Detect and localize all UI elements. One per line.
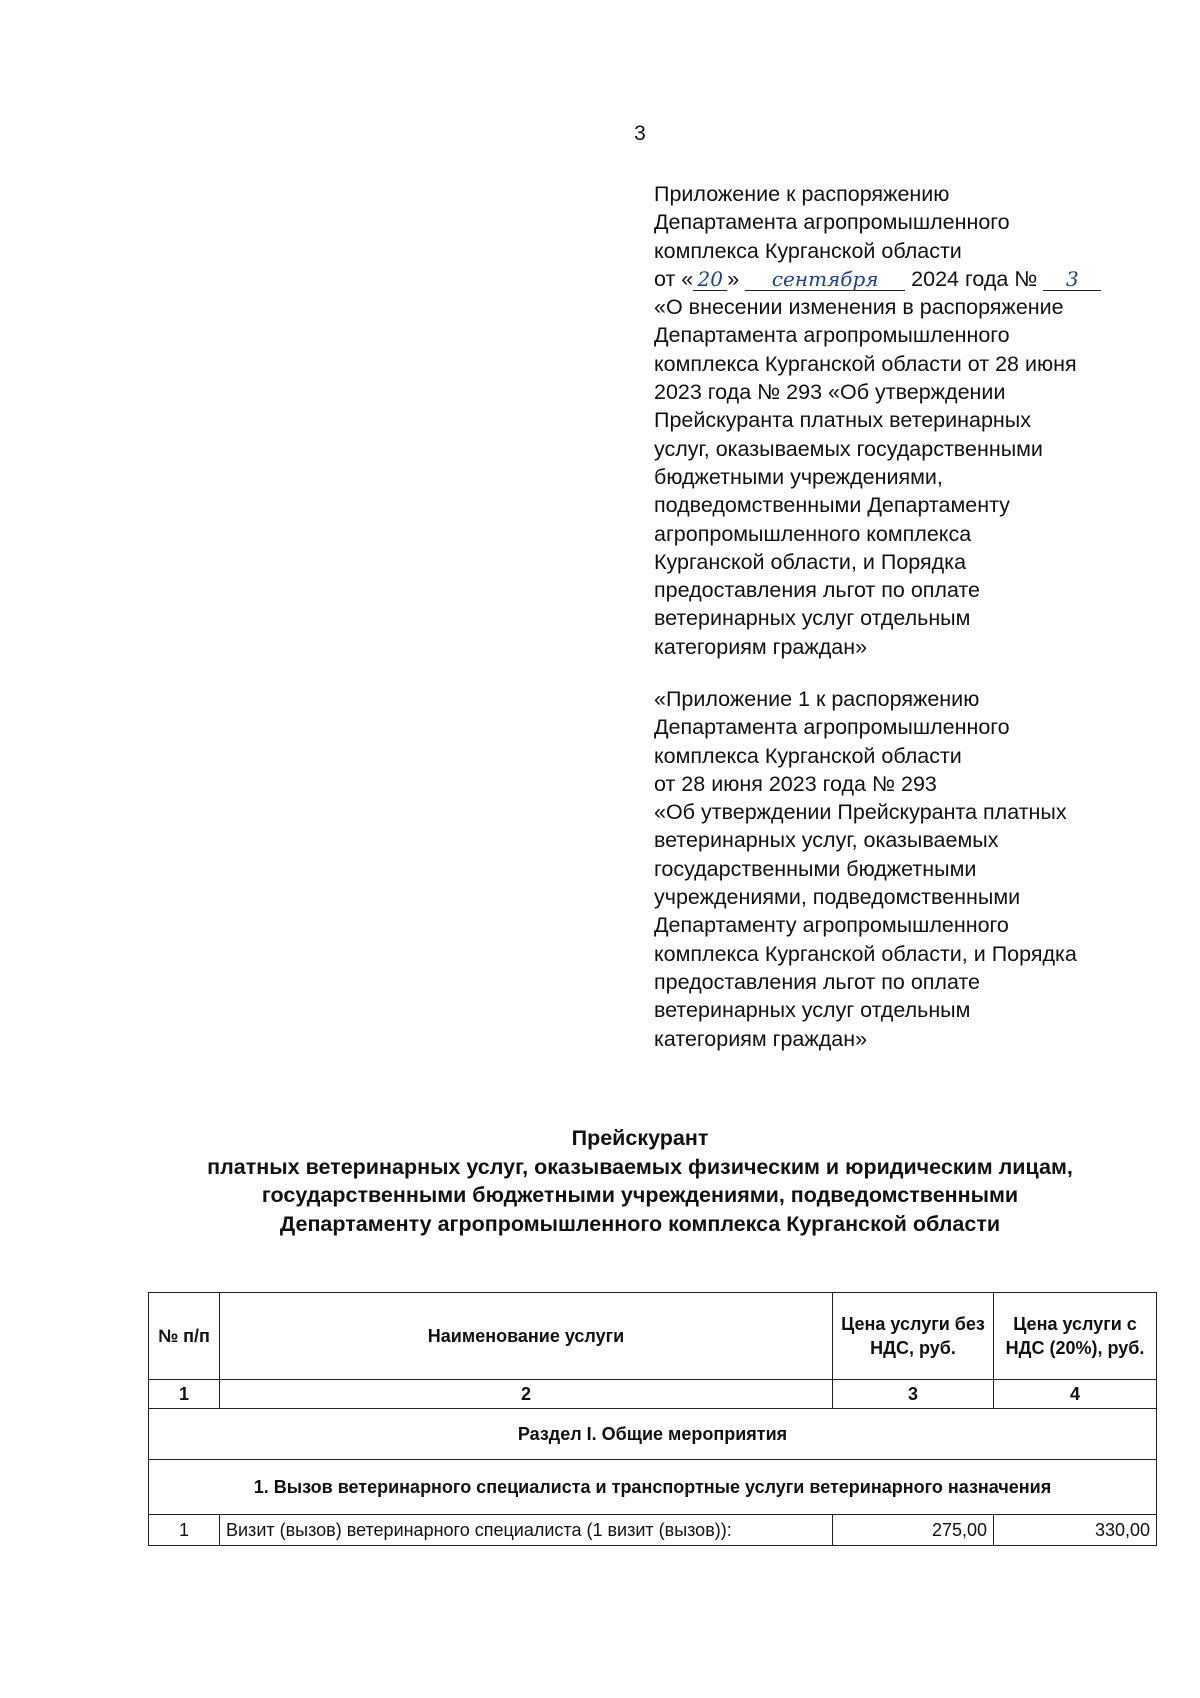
price-table [148,1292,1157,1546]
appendix-line: предоставления льгот по оплате [654,578,981,603]
section-title: Раздел I. Общие мероприятия [149,1409,1157,1460]
row-price-vat: 330,00 [994,1515,1157,1546]
appendix-line: ветеринарных услуг отдельным [654,606,971,631]
appendix-line: комплекса Курганской области, и Порядка [654,941,1077,966]
appendix-line: предоставления льгот по оплате [654,969,981,994]
column-number-row [149,1380,1157,1409]
title-line: платных ветеринарных услуг, оказываемых физическим и юридическим лицам, [207,1154,1073,1179]
appendix-line: государственными бюджетными [654,856,977,881]
appendix-line: Приложение к распоряжению [654,182,950,206]
title-line: Департаменту агропромышленного комплекса Курганской области [279,1211,1001,1236]
header-num: № п/п [149,1293,220,1380]
title-line: Прейскурант [571,1126,709,1150]
appendix-line: комплекса Курганской области [654,238,962,263]
subsection-row [149,1460,1157,1515]
date-mid: » [727,266,746,291]
column-number: 3 [833,1380,994,1409]
title-line: государственными бюджетными учреждениями, подведомственными [261,1183,1019,1207]
appendix-line: Курганской области, и Порядка [654,549,967,574]
column-number: 2 [220,1380,833,1409]
table-row [149,1515,1157,1546]
handwritten-day: 20 [693,268,727,291]
column-number: 1 [149,1380,220,1409]
appendix-line: бюджетными учреждениями, [654,464,943,489]
appendix-line: категориям граждан» [654,1026,868,1051]
appendix-line: от 28 июня 2023 года № 293 [654,771,937,796]
appendix-line: агропромышленного комплекса [654,521,972,546]
table-header-row [149,1293,1157,1380]
appendix-line: комплекса Курганской области [654,743,962,768]
appendix-line: Департамента агропромышленного [654,210,1010,235]
date-prefix: от « [654,266,694,291]
row-num: 1 [149,1515,220,1546]
appendix-date-line [654,265,1154,293]
appendix-line: «Приложение 1 к распоряжению [654,687,980,711]
appendix-line: Департамента агропромышленного [654,323,1010,348]
handwritten-number: 3 [1043,268,1101,291]
header-name: Наименование услуги [220,1293,833,1380]
appendix-line: категориям граждан» [654,634,868,659]
appendix-line: 2023 года № 293 «Об утверждении [654,380,1006,405]
row-price-no-vat: 275,00 [833,1515,994,1546]
appendix-block-original [654,685,1154,1053]
document-title [140,1124,1140,1238]
section-row [149,1409,1157,1460]
appendix-line: комплекса Курганской области от 28 июня [654,351,1077,376]
header-price-no-vat: Цена услуги без НДС, руб. [833,1293,994,1380]
appendix-line: Прейскуранта платных ветеринарных [654,408,1031,433]
appendix-line: ветеринарных услуг, оказываемых [654,828,999,853]
appendix-line: «О внесении изменения в распоряжение [654,295,1064,320]
appendix-block-amendment [654,180,1154,661]
appendix-line: «Об утверждении Прейскуранта платных [654,800,1067,825]
appendix-line: подведомственными Департаменту [654,493,1010,518]
subsection-title: 1. Вызов ветеринарного специалиста и транспортные услуги ветеринарного назначения [149,1460,1157,1515]
column-number: 4 [994,1380,1157,1409]
date-year: 2024 года № [905,266,1044,291]
appendix-line: учреждениями, подведомственными [654,885,1021,910]
appendix-line: ветеринарных услуг отдельным [654,998,971,1023]
page-number: 3 [634,122,646,145]
header-price-vat: Цена услуги с НДС (20%), руб. [994,1293,1157,1380]
handwritten-month: сентября [745,268,905,291]
appendix-line: Департамента агропромышленного [654,715,1010,740]
appendix-line: услуг, оказываемых государственными [654,436,1043,461]
appendix-line: Департаменту агропромышленного [654,913,1009,938]
row-service-name: Визит (вызов) ветеринарного специалиста (1 визит (вызов)): [220,1515,833,1546]
